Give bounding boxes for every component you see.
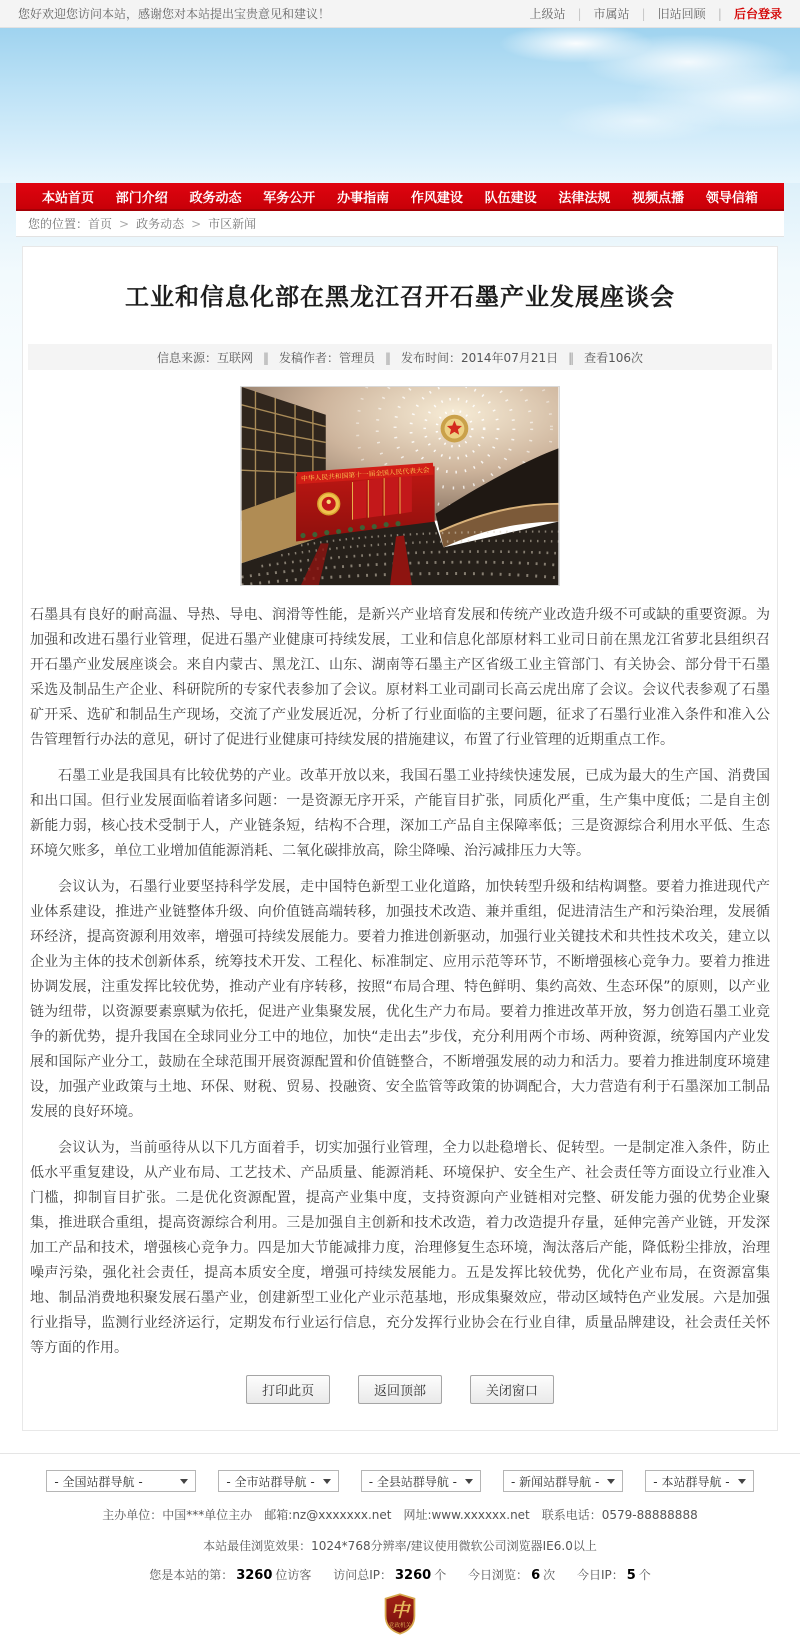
this-site-group-select[interactable]	[645, 1470, 753, 1492]
nav-item-military-affairs[interactable]: 军务公开	[263, 190, 316, 206]
chevron-down-icon	[180, 1479, 188, 1484]
main-nav	[16, 183, 784, 211]
conference-hall-illustration	[240, 386, 560, 586]
chevron-down-icon	[323, 1479, 331, 1484]
breadcrumb	[16, 211, 784, 237]
gov-site-badge[interactable]	[0, 1593, 800, 1640]
national-sites-select[interactable]	[46, 1470, 196, 1492]
footer	[0, 1453, 800, 1640]
top-link-parent-site[interactable]: 上级站	[529, 7, 566, 21]
national-sites-select-label: - 全国站群导航 -	[54, 1474, 143, 1489]
article-paragraph-1: 石墨具有良好的耐高温、导热、导电、润滑等性能，是新兴产业培育发展和传统产业改造升级不可或缺的重要资源。为加强和改进石墨行业管理，促进石墨产业健康可持续发展，工业和信息化部原材料工业司日前在黑龙江省萝北县组织召开石墨产业发展座谈会。来自内蒙古、黑龙江、山东、湖南等石墨主产区省级工业主管部门、有关协会、部分骨干石墨采选及制品生产企业、科研院所的专家代表参加了会议。原材料工业司副司长高云虎出席了会议。会议代表参观了石墨矿开采、选矿和制品生产现场，交流了产业发展近况，分析了行业面临的主要问题，征求了石墨行业准入条件和准入公告管理暂行办法的意见，研讨了促进行业健康可持续发展的措施建议，布置了行业管理的近期重点工作。	[30, 607, 770, 748]
meta-view-count: ‖ 查看106次	[558, 349, 643, 366]
article-paragraph-3: 会议认为，石墨行业要坚持科学发展，走中国特色新型工业化道路，加快转型升级和结构调整。要着力推进现代产业体系建设，推进产业链整体升级、向价值链高端转移，加强技术改造、兼并重组，促进清洁生产和污染治理，发展循环经济，提高资源利用效率，增强可持续发展能力。要着力推进创新驱动，加强行业关键技术和共性技术攻关，建立以企业为主体的技术创新体系，统筹技术开发、工程化、标准制定、应用示范等环节，不断增强核心竞争力。要着力推进协调发展，注重发挥比较优势，推动产业有序转移，按照“布局合理、特色鲜明、集约高效、生态环保”的原则，以产业链为纽带，以资源要素禀赋为依托，促进产业集聚发展，优化生产力布局。要着力推进改革开放，努力创造石墨工业竞争的新优势，提升我国在全球同业分工中的地位，加快“走出去”步伐，充分利用两个市场、两种资源，统筹国内产业发展和国际产业分工，鼓励在全球范围开展资源配置和价值链整合，不断增强发展的动力和活力。要着力推进制度环境建设，加强产业政策与土地、环保、财税、贸易、投融资、安全监管等政策的协调配合，大力营造有利于石墨深加工制品发展的良好环境。	[30, 879, 770, 1120]
gov-shield-icon	[382, 1593, 418, 1635]
photo-banner-text: 中华人民共和国第十一届全国人民代表大会	[300, 466, 424, 483]
stat-today-views: 今日浏览： 6 次	[468, 1568, 556, 1583]
welcome-text: 您好欢迎您访问本站，感谢您对本站提出宝贵意见和建议！	[18, 7, 331, 21]
meta-source: 信息来源：互联网	[156, 350, 253, 365]
top-link-admin-login[interactable]: | 后台登录	[706, 5, 782, 22]
nav-item-service-guide[interactable]: 办事指南	[337, 190, 390, 206]
article-title: 工业和信息化部在黑龙江召开石墨产业发展座谈会	[125, 283, 675, 311]
meta-publish-time: ‖ 发布时间：2014年07月21日	[375, 349, 558, 366]
chevron-down-icon	[607, 1479, 615, 1484]
county-sites-select[interactable]	[361, 1470, 481, 1492]
article-paragraph-2: 石墨工业是我国具有比较优势的产业。改革开放以来，我国石墨工业持续快速发展，已成为最大的生产国、消费国和出口国。但行业发展面临着诸多问题：一是资源无序开采，产能盲目扩张，同质化严重，生产集中度低；二是自主创新能力弱，核心技术受制于人，产业链条短，结构不合理，深加工产品自主保障率低；三是资源综合利用水平低、生态环境欠账多，单位工业增加值能源消耗、二氧化碳排放高，除尘降噪、治污减排压力大等。	[30, 768, 770, 859]
footer-visitor-stats	[0, 1566, 800, 1583]
badge-label: 党政机关	[388, 1623, 412, 1630]
meta-author: ‖ 发稿作者：管理员	[253, 349, 375, 366]
article-actions	[28, 1375, 772, 1404]
stat-total-visitors: 您是本站的第： 3260 位访客	[149, 1568, 312, 1583]
city-sites-select-label: - 全市站群导航 -	[226, 1474, 315, 1489]
close-window-button[interactable]: 关闭窗口	[470, 1375, 554, 1404]
nav-item-work-style[interactable]: 作风建设	[410, 190, 463, 206]
breadcrumb-home[interactable]: 首页	[88, 217, 113, 231]
this-site-group-select-label: - 本站群导航 -	[653, 1474, 730, 1489]
nav-item-home[interactable]: 本站首页	[42, 190, 95, 206]
news-sites-select[interactable]	[503, 1470, 623, 1492]
top-link-old-site[interactable]: | 旧站回顾	[630, 5, 706, 22]
nav-item-video[interactable]: 视频点播	[632, 190, 685, 206]
header-sky-banner	[0, 28, 800, 183]
city-sites-select[interactable]	[218, 1470, 338, 1492]
badge-emblem-glyph: 中	[390, 1600, 410, 1622]
chevron-down-icon	[738, 1479, 746, 1484]
article-body	[28, 599, 772, 1361]
article-meta-bar	[28, 344, 772, 370]
nav-item-leader-mailbox[interactable]: 领导信箱	[705, 190, 758, 206]
breadcrumb-prefix: 您的位置：	[28, 217, 89, 231]
stat-total-ip: 访问总IP： 3260 个	[333, 1568, 447, 1583]
top-utility-bar	[0, 0, 800, 28]
stat-today-ip: 今日IP： 5 个	[576, 1568, 651, 1583]
news-sites-select-label: - 新闻站群导航 -	[511, 1474, 600, 1489]
article-paragraph-4: 会议认为，当前亟待从以下几方面着手，切实加强行业管理，全力以赴稳增长、促转型。一是制定准入条件，防止低水平重复建设，从产业布局、工艺技术、产品质量、能源消耗、环境保护、安全生产、社会责任等方面设立行业准入门槛，抑制盲目扩张。二是优化资源配置，提高产业集中度，支持资源向产业链相对完整、研发能力强的优势企业聚集，推进联合重组，提高资源综合利用。三是加强自主创新和技术改造，着力改造提升存量，延伸完善产业链，开发深加工产品和技术，增强核心竞争力。四是加大节能减排力度，治理修复生态环境，淘汰落后产能，降低粉尘排放，治理噪声污染，强化社会责任，提高本质安全度，增强可持续发展能力。五是发挥比较优势，优化产业布局，在资源富集地、制品消费地积聚发展石墨产业，创建新型工业化产业示范基地，形成集聚效应，带动区域特色产业发展。六是加强行业指导，监测行业经济运行，定期发布行业运行信息，充分发挥行业协会在行业自律，质量品牌建设，社会责任关怀等方面的作用。	[30, 1140, 770, 1356]
nav-item-team-building[interactable]: 队伍建设	[484, 190, 537, 206]
footer-nav-selects	[0, 1470, 800, 1492]
top-links	[529, 5, 782, 22]
article-panel	[22, 246, 778, 1431]
breadcrumb-city-news: > 市区新闻	[184, 215, 256, 232]
nav-item-gov-news[interactable]: 政务动态	[189, 190, 242, 206]
back-to-top-button[interactable]: 返回顶部	[358, 1375, 442, 1404]
chevron-down-icon	[465, 1479, 473, 1484]
top-link-city-sites[interactable]: | 市属站	[565, 5, 629, 22]
footer-browser-line: 本站最佳浏览效果：1024*768分辨率/建议使用微软公司浏览器IE6.0以上	[203, 1539, 597, 1553]
nav-item-laws[interactable]: 法律法规	[558, 190, 611, 206]
article-photo-conference-hall	[28, 386, 772, 589]
print-page-button[interactable]: 打印此页	[246, 1375, 330, 1404]
breadcrumb-gov-news[interactable]: > 政务动态	[112, 215, 184, 232]
county-sites-select-label: - 全县站群导航 -	[368, 1474, 457, 1489]
nav-item-departments[interactable]: 部门介绍	[115, 190, 168, 206]
footer-host-line: 主办单位：中国***单位主办 邮箱:nz@xxxxxxx.net 网址:www.xxxxxx.net 联系电话：0579-88888888	[102, 1508, 698, 1522]
